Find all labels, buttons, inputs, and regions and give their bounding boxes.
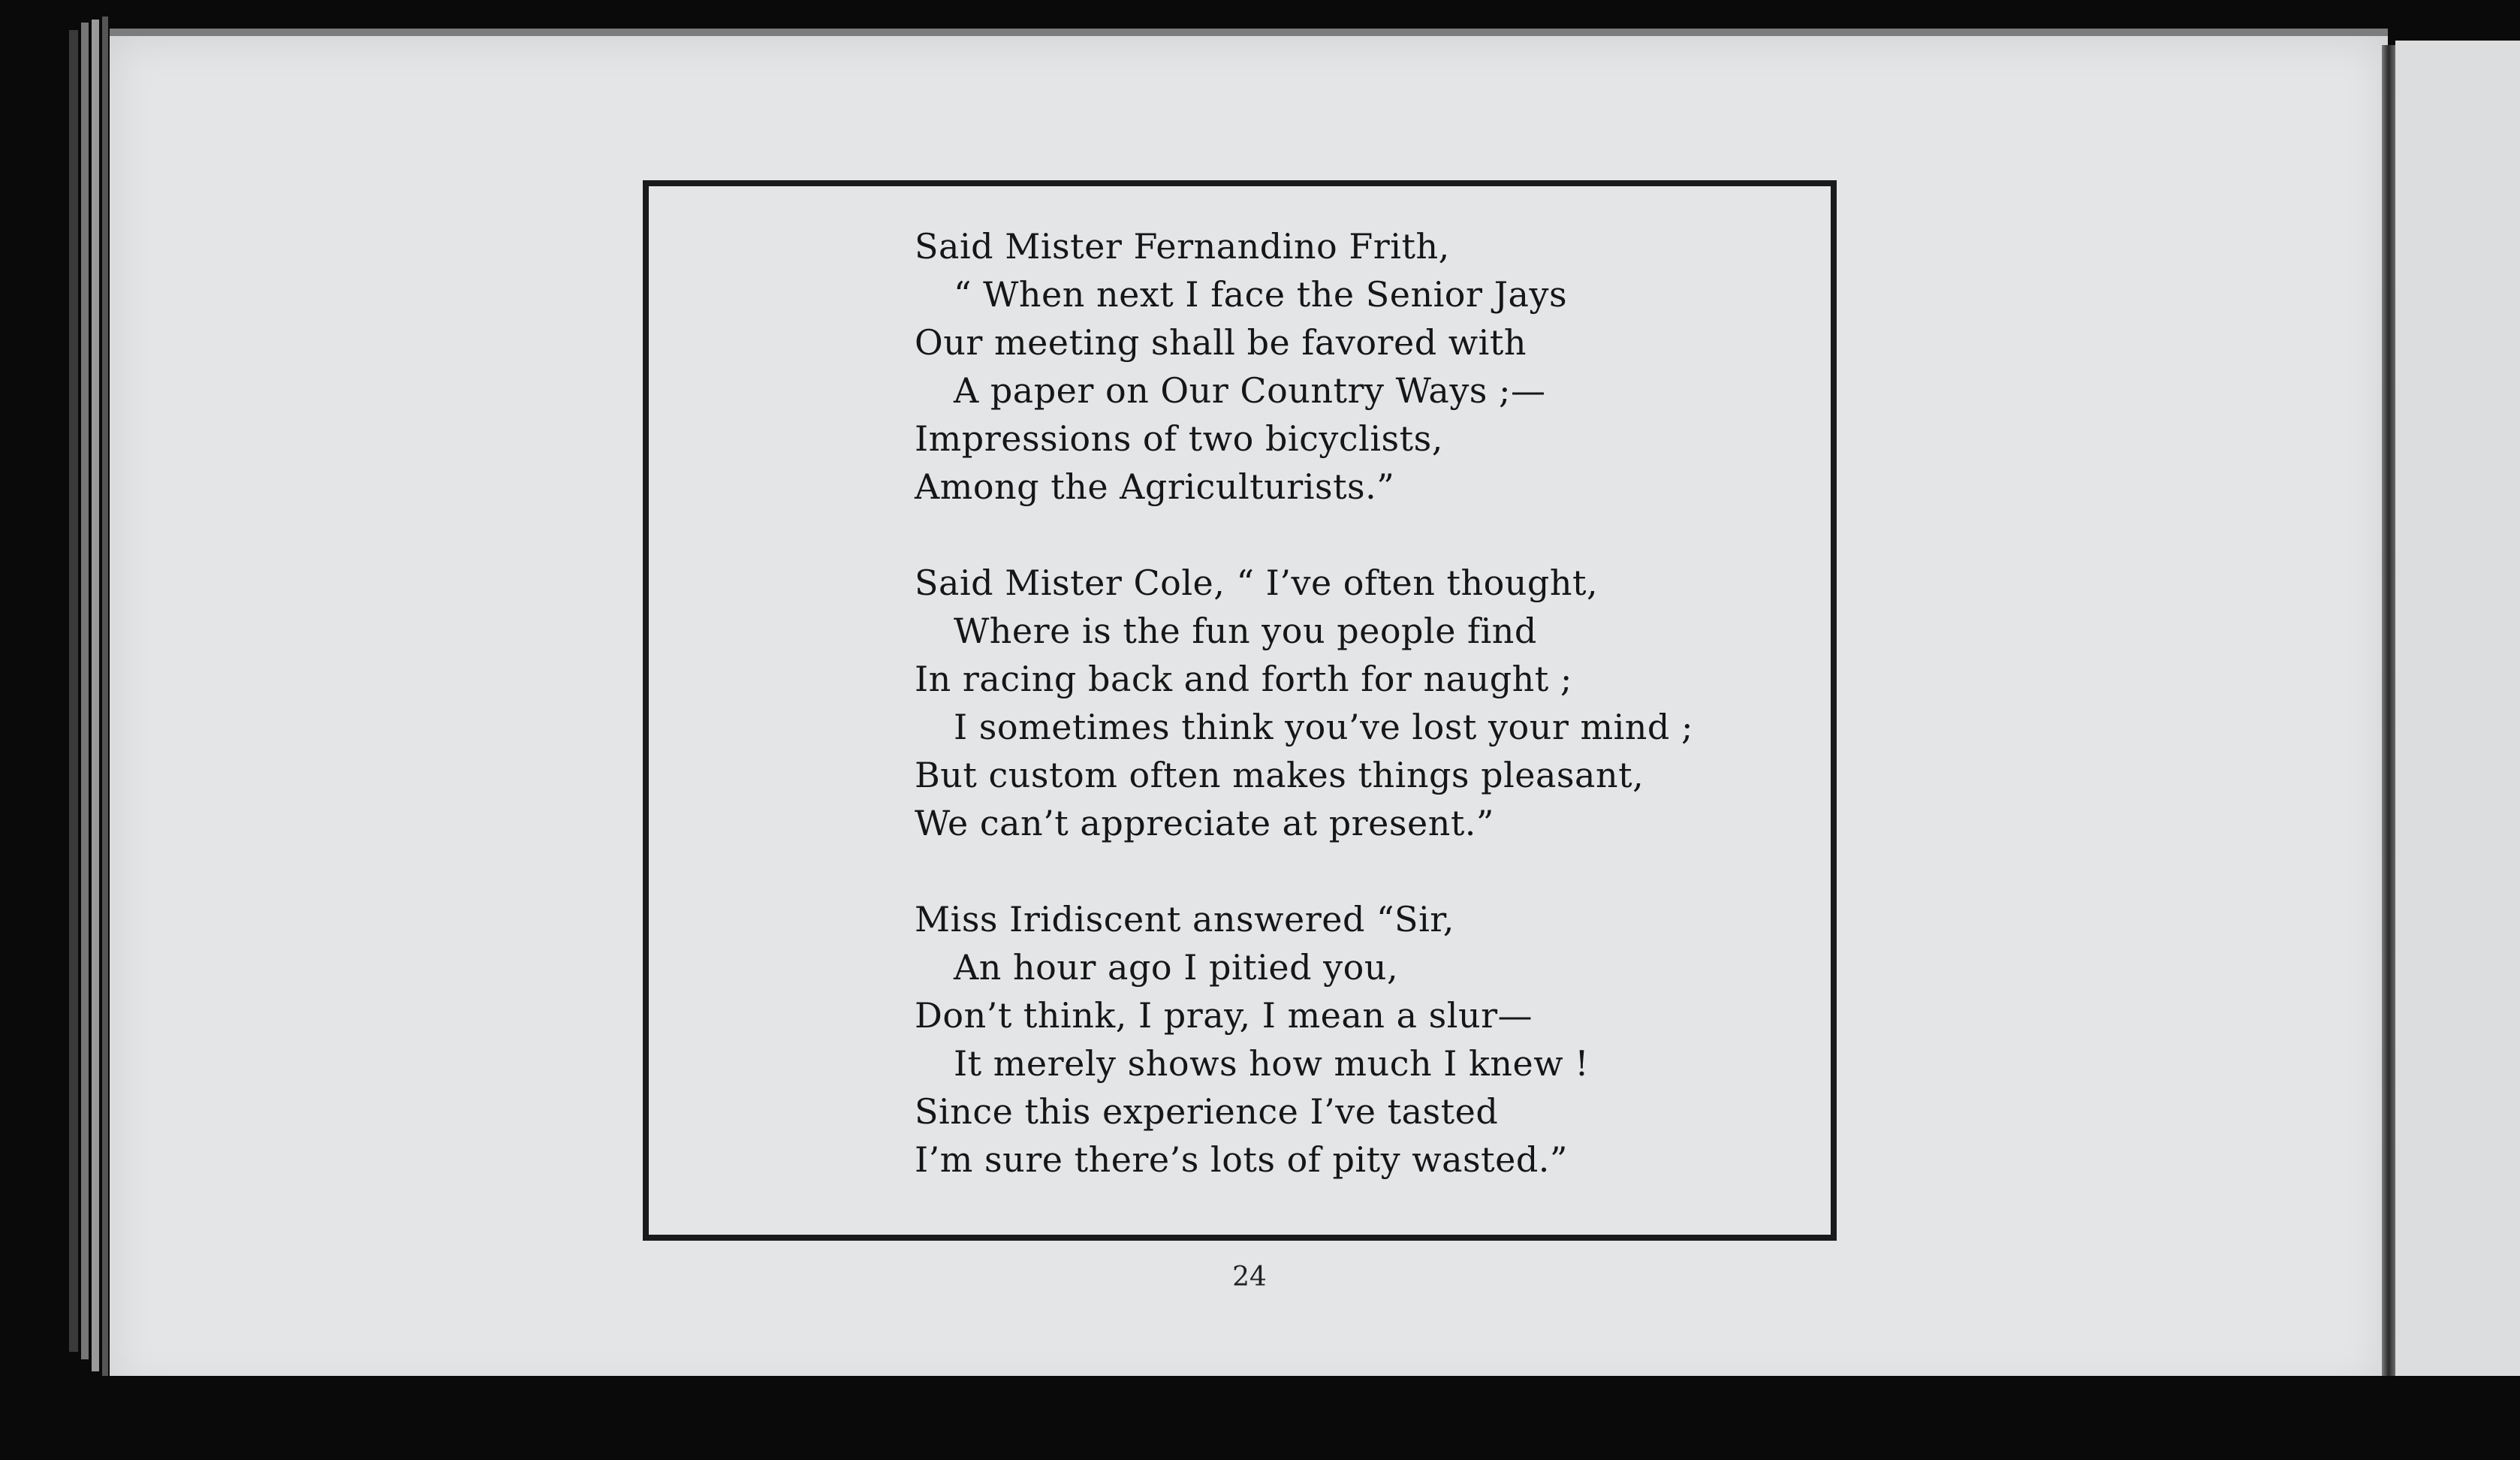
poem-line: Impressions of two bicyclists, (915, 418, 1443, 459)
poem-line: In racing back and forth for naught ; (915, 659, 1572, 699)
page-edge (69, 30, 78, 1352)
poem-line: A paper on Our Country Ways ;— (954, 370, 1546, 411)
poem-line: We can’t appreciate at present.” (915, 803, 1494, 843)
page-edge (102, 17, 108, 1383)
stanza (915, 559, 1741, 847)
poem-line: It merely shows how much I knew ! (954, 1043, 1590, 1084)
poem-line: I’m sure there’s lots of pity wasted.” (915, 1139, 1568, 1180)
poem-line: Miss Iridiscent answered “Sir, (915, 899, 1454, 940)
poem-line: Our meeting shall be favored with (915, 322, 1527, 363)
page-edge (81, 23, 89, 1359)
poem-text (915, 222, 1741, 1232)
poem-line: Where is the fun you people find (954, 611, 1537, 651)
adjacent-page (2395, 41, 2520, 1422)
poem-line: I sometimes think you’ve lost your mind ; (954, 707, 1693, 747)
scan-background (90, 1376, 2520, 1460)
poem-line: An hour ago I pitied you, (954, 947, 1399, 988)
stanza (915, 222, 1741, 511)
poem-line: But custom often makes things pleasant, (915, 755, 1644, 795)
poem-line: “ When next I face the Senior Jays (954, 274, 1568, 315)
page-edge (92, 20, 99, 1371)
poem-line: Said Mister Fernandino Frith, (915, 226, 1450, 267)
stanza (915, 895, 1741, 1184)
poem-line: Said Mister Cole, “ I’ve often thought, (915, 563, 1599, 603)
poem-line: Since this experience I’ve tasted (915, 1091, 1499, 1132)
poem-line: Among the Agriculturists.” (915, 466, 1395, 507)
poem-line: Don’t think, I pray, I mean a slur— (915, 995, 1533, 1036)
book-binding (2382, 45, 2395, 1419)
page-number: 24 (1232, 1262, 1267, 1293)
